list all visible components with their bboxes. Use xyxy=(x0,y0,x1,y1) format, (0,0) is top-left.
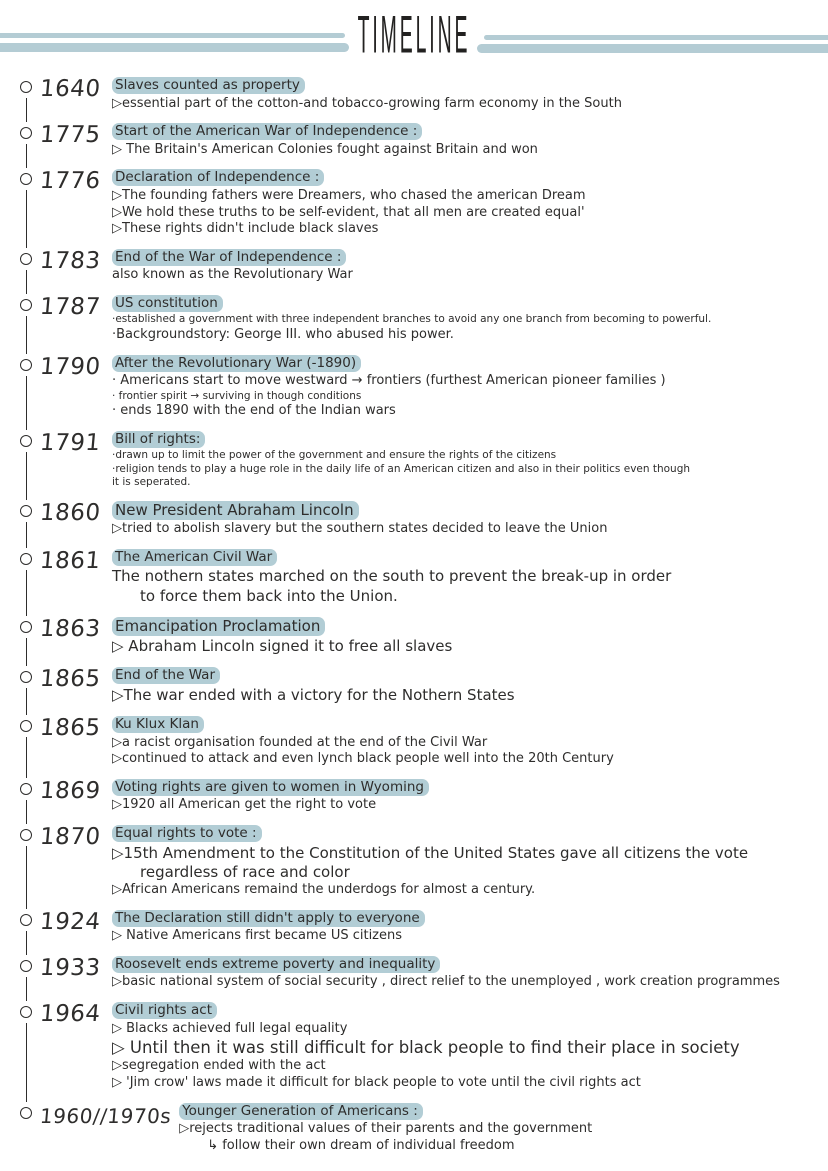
timeline-node-icon xyxy=(20,720,32,732)
entry-content xyxy=(112,354,828,430)
entry-heading xyxy=(112,169,822,187)
entry-year: 1960//1970s xyxy=(38,1103,173,1128)
entry-line: ▷These rights didn't include black slaves xyxy=(112,221,379,237)
entry-line: ▷ The Britain's American Colonies fought against Britain and won xyxy=(112,141,538,157)
timeline-entry xyxy=(14,294,828,354)
entry-line: · frontier spirit → surviving in though conditions xyxy=(112,389,362,402)
entry-content xyxy=(112,1001,828,1102)
entry-line: also known as the Revolutionary War xyxy=(112,267,353,283)
entry-line: · ends 1890 with the end of the Indian wars xyxy=(112,403,396,419)
entry-content xyxy=(112,548,828,616)
entry-heading xyxy=(112,549,822,567)
timeline-node-icon xyxy=(20,1107,32,1119)
timeline-rail xyxy=(14,1102,38,1165)
entry-heading-highlight: The American Civil War xyxy=(112,549,277,566)
timeline-connector-line xyxy=(26,376,27,430)
timeline-connector-line xyxy=(26,190,27,247)
entry-line: ▷tried to abolish slavery but the southern states decided to leave the Union xyxy=(112,521,608,537)
timeline-connector-line xyxy=(26,144,27,168)
entry-content xyxy=(112,616,828,667)
timeline-entry xyxy=(14,76,828,122)
entry-heading xyxy=(112,249,822,267)
timeline-entry xyxy=(14,122,828,168)
entry-year: 1775 xyxy=(38,122,102,149)
timeline-connector-line xyxy=(26,1023,27,1102)
entry-line: to force them back into the Union. xyxy=(140,586,398,605)
timeline-node-icon xyxy=(20,299,32,311)
timeline-node-icon xyxy=(20,671,32,683)
entry-heading-highlight: Roosevelt ends extreme poverty and inequality xyxy=(112,956,440,973)
entry-content xyxy=(112,430,828,500)
entry-year: 1791 xyxy=(38,429,102,456)
entry-content xyxy=(112,500,828,548)
timeline-connector-line xyxy=(26,977,27,1001)
entry-heading-highlight: New President Abraham Lincoln xyxy=(112,501,359,520)
entry-content xyxy=(112,666,828,715)
entry-content xyxy=(112,248,828,294)
timeline-rail xyxy=(14,76,38,122)
header-bar-left-thin xyxy=(0,33,345,38)
entry-heading-highlight: After the Revolutionary War (-1890) xyxy=(112,355,361,372)
entry-heading xyxy=(112,77,822,95)
timeline-connector-line xyxy=(26,452,27,500)
timeline-rail xyxy=(14,122,38,168)
timeline-rail xyxy=(14,1001,38,1102)
entry-line: ▷rejects traditional values of their parents and the government xyxy=(179,1121,593,1137)
timeline-connector-line xyxy=(26,522,27,548)
entry-heading-highlight: Bill of rights: xyxy=(112,431,205,448)
timeline-node-icon xyxy=(20,1006,32,1018)
entry-heading xyxy=(112,779,822,797)
entry-heading-highlight: The Declaration still didn't apply to everyone xyxy=(112,910,425,927)
timeline-rail xyxy=(14,430,38,500)
entry-line: ▷15th Amendment to the Constitution of the United States gave all citizens the vote xyxy=(112,843,749,862)
entry-year: 1924 xyxy=(38,908,102,935)
timeline-rail xyxy=(14,778,38,824)
timeline-rail xyxy=(14,354,38,430)
entry-heading-highlight: End of the War of Independence : xyxy=(112,249,346,266)
entry-content xyxy=(112,909,828,955)
entry-line: The nothern states marched on the south to prevent the break-up in order xyxy=(112,567,672,586)
entry-year: 1861 xyxy=(38,547,102,574)
entry-year: 1933 xyxy=(38,954,102,981)
entry-year: 1865 xyxy=(38,715,102,742)
entry-year: 1787 xyxy=(38,293,102,320)
timeline-node-icon xyxy=(20,553,32,565)
header-bar-right-thick xyxy=(477,44,828,53)
entry-line: ·Backgroundstory: George III. who abused his power. xyxy=(112,326,454,342)
entry-line: ▷ Blacks achieved full legal equality xyxy=(112,1020,348,1036)
entry-year: 1863 xyxy=(38,615,102,642)
timeline-node-icon xyxy=(20,960,32,972)
entry-heading-highlight: US constitution xyxy=(112,295,223,312)
entry-line: ·established a government with three independent branches to avoid any one branch from becoming to powerful. xyxy=(112,313,712,326)
timeline-connector-line xyxy=(26,931,27,955)
page-title-wrap xyxy=(336,5,493,65)
entry-year: 1640 xyxy=(38,76,102,102)
entry-heading xyxy=(112,431,822,449)
entry-heading xyxy=(112,501,822,521)
page-title: TIMELINE xyxy=(357,5,471,65)
entry-heading xyxy=(112,1002,822,1020)
entry-year: 1790 xyxy=(38,353,102,380)
timeline-rail xyxy=(14,168,38,247)
entry-heading xyxy=(179,1103,822,1121)
timeline-connector-line xyxy=(26,638,27,667)
entry-content xyxy=(179,1102,828,1165)
entry-heading xyxy=(112,667,822,685)
timeline-entry xyxy=(14,1001,828,1102)
entry-heading xyxy=(112,617,822,637)
timeline-connector-line xyxy=(26,800,27,824)
timeline-entry xyxy=(14,666,828,715)
timeline-node-icon xyxy=(20,435,32,447)
entry-line: it is seperated. xyxy=(112,476,191,489)
entry-year: 1860 xyxy=(38,499,102,526)
timeline-connector-line xyxy=(26,270,27,294)
entry-line: ▷basic national system of social security , direct relief to the unemployed , work creation programmes xyxy=(112,974,780,990)
entry-heading-highlight: Start of the American War of Independence : xyxy=(112,123,422,140)
entry-heading-highlight: Voting rights are given to women in Wyoming xyxy=(112,779,429,796)
entry-heading-highlight: Emancipation Proclamation xyxy=(112,617,325,636)
page-header xyxy=(0,5,828,70)
timeline-connector-line xyxy=(26,98,27,122)
entry-year: 1964 xyxy=(38,1000,102,1027)
timeline-connector-line xyxy=(26,688,27,715)
timeline-rail xyxy=(14,909,38,955)
timeline-rail xyxy=(14,616,38,667)
timeline-connector-line xyxy=(26,316,27,354)
entry-heading-highlight: End of the War xyxy=(112,667,220,684)
entry-heading xyxy=(112,910,822,928)
entry-line: ▷essential part of the cotton-and tobacco-growing farm economy in the South xyxy=(112,95,622,111)
timeline-node-icon xyxy=(20,173,32,185)
timeline-entry xyxy=(14,430,828,500)
entry-line: ▷The war ended with a victory for the Nothern States xyxy=(112,685,515,704)
entry-heading xyxy=(112,825,822,843)
entry-line: ▷1920 all American get the right to vote xyxy=(112,797,377,813)
timeline-entry xyxy=(14,824,828,909)
entry-content xyxy=(112,715,828,778)
timeline-node-icon xyxy=(20,621,32,633)
timeline-entry xyxy=(14,778,828,824)
timeline-connector-line xyxy=(26,570,27,616)
timeline-entry xyxy=(14,168,828,247)
entry-content xyxy=(112,955,828,1001)
entry-line: ▷ 'Jim crow' laws made it difficult for black people to vote until the civil rights act xyxy=(112,1074,641,1090)
entry-content xyxy=(112,824,828,909)
timeline-rail xyxy=(14,715,38,778)
entry-heading xyxy=(112,123,822,141)
timeline xyxy=(14,76,828,1164)
entry-line: ·drawn up to limit the power of the government and ensure the rights of the citizens xyxy=(112,449,557,462)
entry-heading-highlight: Declaration of Independence : xyxy=(112,169,324,186)
entry-line: ▷segregation ended with the act xyxy=(112,1058,326,1074)
header-bar-left-thick xyxy=(0,43,349,52)
entry-year: 1783 xyxy=(38,247,102,274)
entry-heading xyxy=(112,295,822,313)
timeline-rail xyxy=(14,548,38,616)
timeline-entry xyxy=(14,616,828,667)
entry-line: · Americans start to move westward → frontiers (furthest American pioneer families ) xyxy=(112,373,666,389)
timeline-entry xyxy=(14,500,828,548)
entry-year: 1870 xyxy=(38,824,102,851)
timeline-entry xyxy=(14,248,828,294)
timeline-rail xyxy=(14,294,38,354)
entry-content xyxy=(112,778,828,824)
timeline-node-icon xyxy=(20,81,32,93)
entry-line: ▷ Abraham Lincoln signed it to free all slaves xyxy=(112,637,453,656)
entry-heading-highlight: Civil rights act xyxy=(112,1002,217,1019)
timeline-connector-line xyxy=(26,737,27,778)
timeline-entry xyxy=(14,715,828,778)
entry-heading-highlight: Younger Generation of Americans : xyxy=(179,1103,423,1120)
timeline-rail xyxy=(14,666,38,715)
timeline-node-icon xyxy=(20,253,32,265)
entry-line: ▷continued to attack and even lynch black people well into the 20th Century xyxy=(112,751,614,767)
entry-heading xyxy=(112,956,822,974)
entry-year: 1865 xyxy=(38,666,102,693)
header-bar-right-thin xyxy=(484,35,828,40)
timeline-node-icon xyxy=(20,505,32,517)
entry-line: ▷ Native Americans first became US citizens xyxy=(112,928,403,944)
timeline-entry xyxy=(14,909,828,955)
entry-heading-highlight: Slaves counted as property xyxy=(112,77,305,94)
entry-line: ▷The founding fathers were Dreamers, who chased the american Dream xyxy=(112,187,586,203)
entry-heading xyxy=(112,355,822,373)
entry-line: ▷We hold these truths to be self-evident, that all men are created equal' xyxy=(112,204,585,220)
entry-year: 1776 xyxy=(38,168,102,195)
timeline-entry xyxy=(14,548,828,616)
timeline-node-icon xyxy=(20,829,32,841)
entry-heading-highlight: Equal rights to vote : xyxy=(112,825,262,842)
timeline-connector-line xyxy=(26,846,27,909)
timeline-node-icon xyxy=(20,359,32,371)
timeline-rail xyxy=(14,248,38,294)
entry-year: 1869 xyxy=(38,777,102,804)
entry-line: ·religion tends to play a huge role in the daily life of an American citizen and also in their politics even though xyxy=(112,462,691,475)
entry-content xyxy=(112,168,828,247)
timeline-rail xyxy=(14,500,38,548)
entry-line: ▷ Until then it was still difficult for black people to find their place in society xyxy=(112,1038,740,1058)
entry-content xyxy=(112,122,828,168)
entry-line: regardless of race and color xyxy=(140,862,350,881)
entry-heading xyxy=(112,716,822,734)
entry-line: ▷a racist organisation founded at the end of the Civil War xyxy=(112,734,488,750)
timeline-node-icon xyxy=(20,127,32,139)
entry-content xyxy=(112,76,828,122)
entry-line: ↳ follow their own dream of individual freedom xyxy=(207,1137,515,1153)
timeline-rail xyxy=(14,824,38,909)
timeline-node-icon xyxy=(20,914,32,926)
timeline-entry xyxy=(14,955,828,1001)
timeline-entry xyxy=(14,1102,828,1165)
entry-content xyxy=(112,294,828,354)
timeline-rail xyxy=(14,955,38,1001)
entry-heading-highlight: Ku Klux Klan xyxy=(112,716,204,733)
entry-line: ▷African Americans remaind the underdogs for almost a century. xyxy=(112,882,536,897)
timeline-node-icon xyxy=(20,783,32,795)
timeline-entry xyxy=(14,354,828,430)
